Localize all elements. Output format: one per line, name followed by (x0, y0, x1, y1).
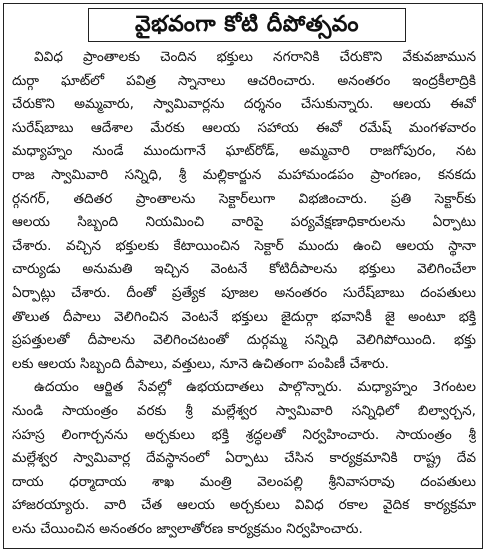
body-line: చేశారు. వచ్చిన భక్తులకు కేటాయించిన సెక్టార్ ముందు ఉంచి ఆలయ స్థానా (12, 237, 476, 254)
body-line: మల్లేశ్వర స్వామివార్ల దేవస్థానంలో ఏర్పాటు చేసిన కార్యక్రమానికి రాష్ట్ర దేవ (12, 450, 476, 467)
body-line: దుర్గా ఘాట్‌లో పవిత్ర స్నానాలు ఆచరించారు. అనంతరం ఇంద్రకీలాద్రికి (12, 72, 476, 89)
body-line: సహస్ర లింగార్చనను అర్చకులు భక్తి శ్రద్ధలతో నిర్వహించారు. సాయంత్రం శ్రీ (12, 426, 476, 443)
article-body (12, 46, 476, 541)
body-line: దాయ ధర్మాదాయ శాఖ మంత్రి వెలంపల్లి శ్రీనివాసరావు దంపతులు (12, 473, 476, 490)
body-line: ఉదయం ఆర్జిత సేవల్లో ఉభయదాతలు పాల్గొన్నారు. మధ్యాహ్నం 3గంటల (34, 379, 476, 396)
headline: వైభవంగా కోటి దీపోత్సవం (88, 8, 406, 42)
body-line: ఆలయ సిబ్బంది నియమించి వారిపై పర్యవేక్షణాధికారులను ఏర్పాటు (12, 214, 476, 231)
body-line: హాజరయ్యారు. వారి చేత ఆలయ అర్చకులు వివిధ రకాల వైదిక కార్యక్రమా (12, 497, 476, 514)
body-line: చార్యుడు అనుమతి ఇచ్చిన వెంటనే కోటిదీపాలను భక్తులు వెలిగించేలా (12, 261, 476, 278)
body-line: లకు ఆలయ సిబ్బంది దీపాలు, వత్తులు, నూనె ఉచితంగా పంపిణీ చేశారు. (12, 355, 390, 372)
body-line: తొలుత దీపాలు వెలిగించిన వెంటనే భక్తులు జైదుర్గా భవానికీ జై అంటూ భక్తి (12, 308, 476, 325)
body-line: రాజ స్వామివారి సన్నిధి, శ్రీ మల్లికార్జున మహామండపం ప్రాంగణం, కనకదు (12, 166, 476, 183)
body-line: వివిధ ప్రాంతాలకు చెందిన భక్తులు నగరానికి చేరుకొని వేకువజామున (34, 49, 476, 65)
body-line: లను చేయించిన అనంతరం జ్వాలాతోరణ కార్యక్రమం నిర్వహించారు. (12, 520, 363, 537)
body-line: నుండి సాయంత్రం వరకు శ్రీ మల్లేశ్వర స్వామివారి సన్నిధిలో బిల్వార్చన, (12, 402, 476, 419)
body-line: ప్రపత్తులతో దీపాలను వెలిగించటంతో దుర్గమ్మ సన్నిధి వెలిగిపోయింది. భక్తు (12, 332, 476, 349)
body-line: మధ్యాహ్నం నుండే ముందుగానే ఘాట్‌రోడ్, అమ్మవారి రాజగోపురం, నట (12, 143, 476, 160)
news-clipping (3, 3, 483, 549)
body-line: సురేష్‌బాబు ఆదేశాల మేరకు ఆలయ సహాయ ఈవో రమేష్ మంగళవారం (12, 119, 476, 136)
body-line: ర్గనగర్, తదితర ప్రాంతాలను సెక్టార్‌లుగా విభజించారు. ప్రతి సెక్టార్‌కు (12, 190, 476, 207)
body-line: ఏర్పాట్లు చేశారు. దీంతో ప్రత్యేక పూజల అనంతరం సురేష్‌బాబు దంపతులు (12, 284, 476, 301)
body-line: చేరుకొని అమ్మవారు, స్వామివార్లను దర్శనం చేసుకున్నారు. ఆలయ ఈవో (12, 96, 476, 113)
